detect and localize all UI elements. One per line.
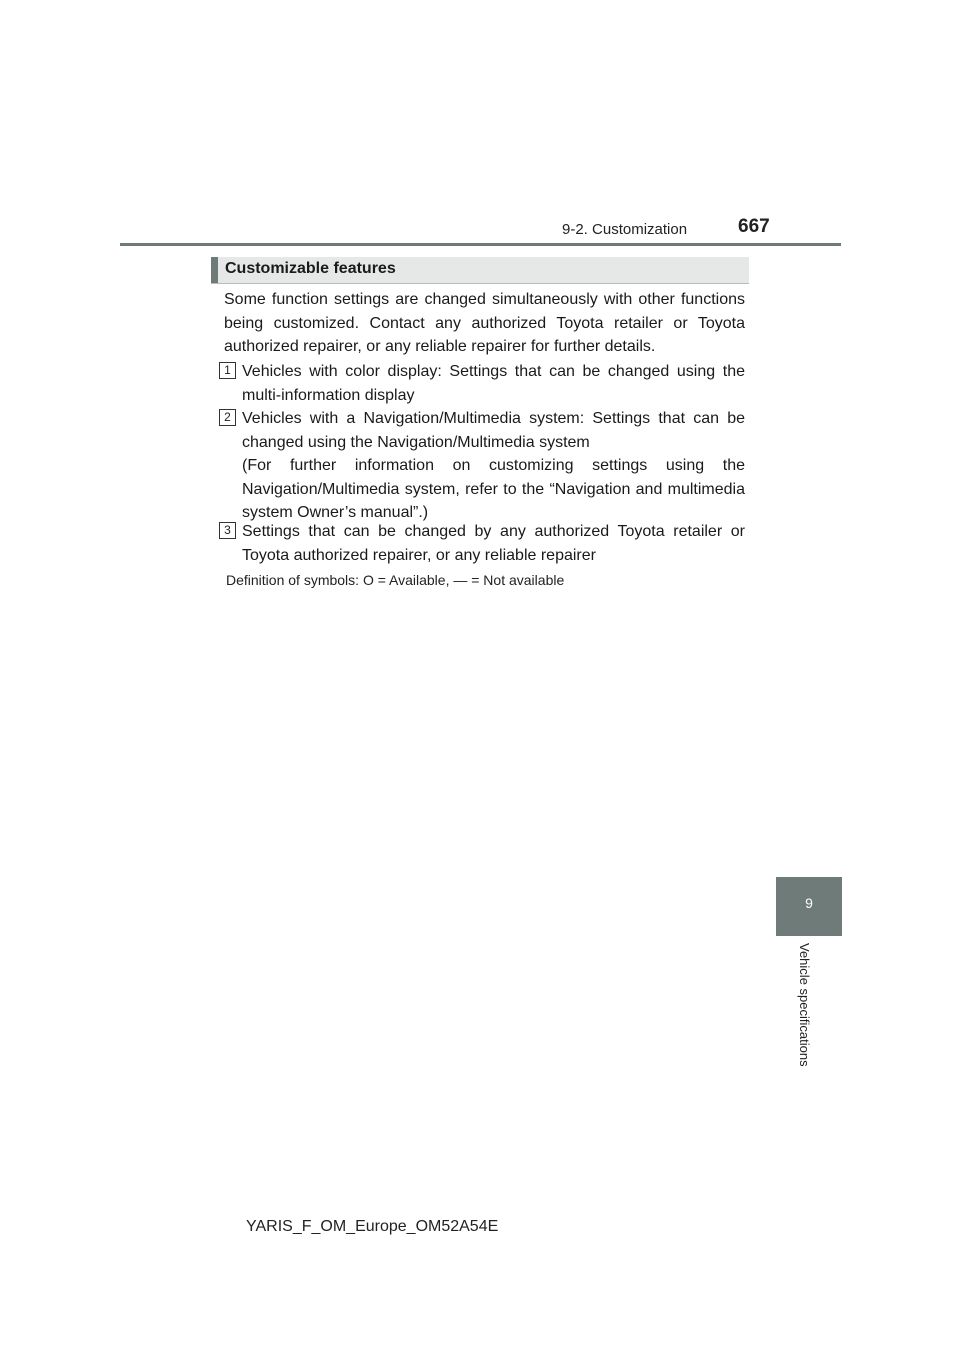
item-number-badge: 3 xyxy=(219,522,236,539)
page-number: 667 xyxy=(738,216,770,237)
symbol-definition: Definition of symbols: O = Available, — = Not available xyxy=(226,572,565,588)
header-section-title: 9-2. Customization xyxy=(562,221,688,238)
item-number-badge: 1 xyxy=(219,362,236,379)
chapter-tab xyxy=(776,877,842,936)
section-heading-bar xyxy=(211,257,218,283)
item-note: (For further information on customizing settings using the Navigation/Multimedia system, refer to the “Navigation and multimedia system Owner’s manual”.) xyxy=(242,457,745,521)
chapter-number: 9 xyxy=(805,895,813,911)
item-number-badge: 2 xyxy=(219,409,236,426)
section-heading xyxy=(211,257,749,284)
item-text: Settings that can be changed by any authorized Toyota retailer or Toyota authorized repairer, or any reliable repairer xyxy=(242,523,745,564)
list-item xyxy=(219,520,745,567)
list-item xyxy=(219,360,745,407)
item-text: Vehicles with color display: Settings that can be changed using the multi-information display xyxy=(242,363,745,404)
chapter-label: Vehicle specifications xyxy=(797,943,812,1067)
section-title: Customizable features xyxy=(225,260,396,277)
header-divider xyxy=(120,243,841,246)
intro-paragraph: Some function settings are changed simultaneously with other functions being customized. Contact any authorized Toyota retailer or Toyota authorized repairer, or any reliable repairer for further details. xyxy=(224,291,745,355)
document-code: YARIS_F_OM_Europe_OM52A54E xyxy=(246,1218,499,1235)
item-text: Vehicles with a Navigation/Multimedia system: Settings that can be changed using the Navigation/Multimedia system xyxy=(242,410,745,451)
list-item xyxy=(219,407,745,525)
